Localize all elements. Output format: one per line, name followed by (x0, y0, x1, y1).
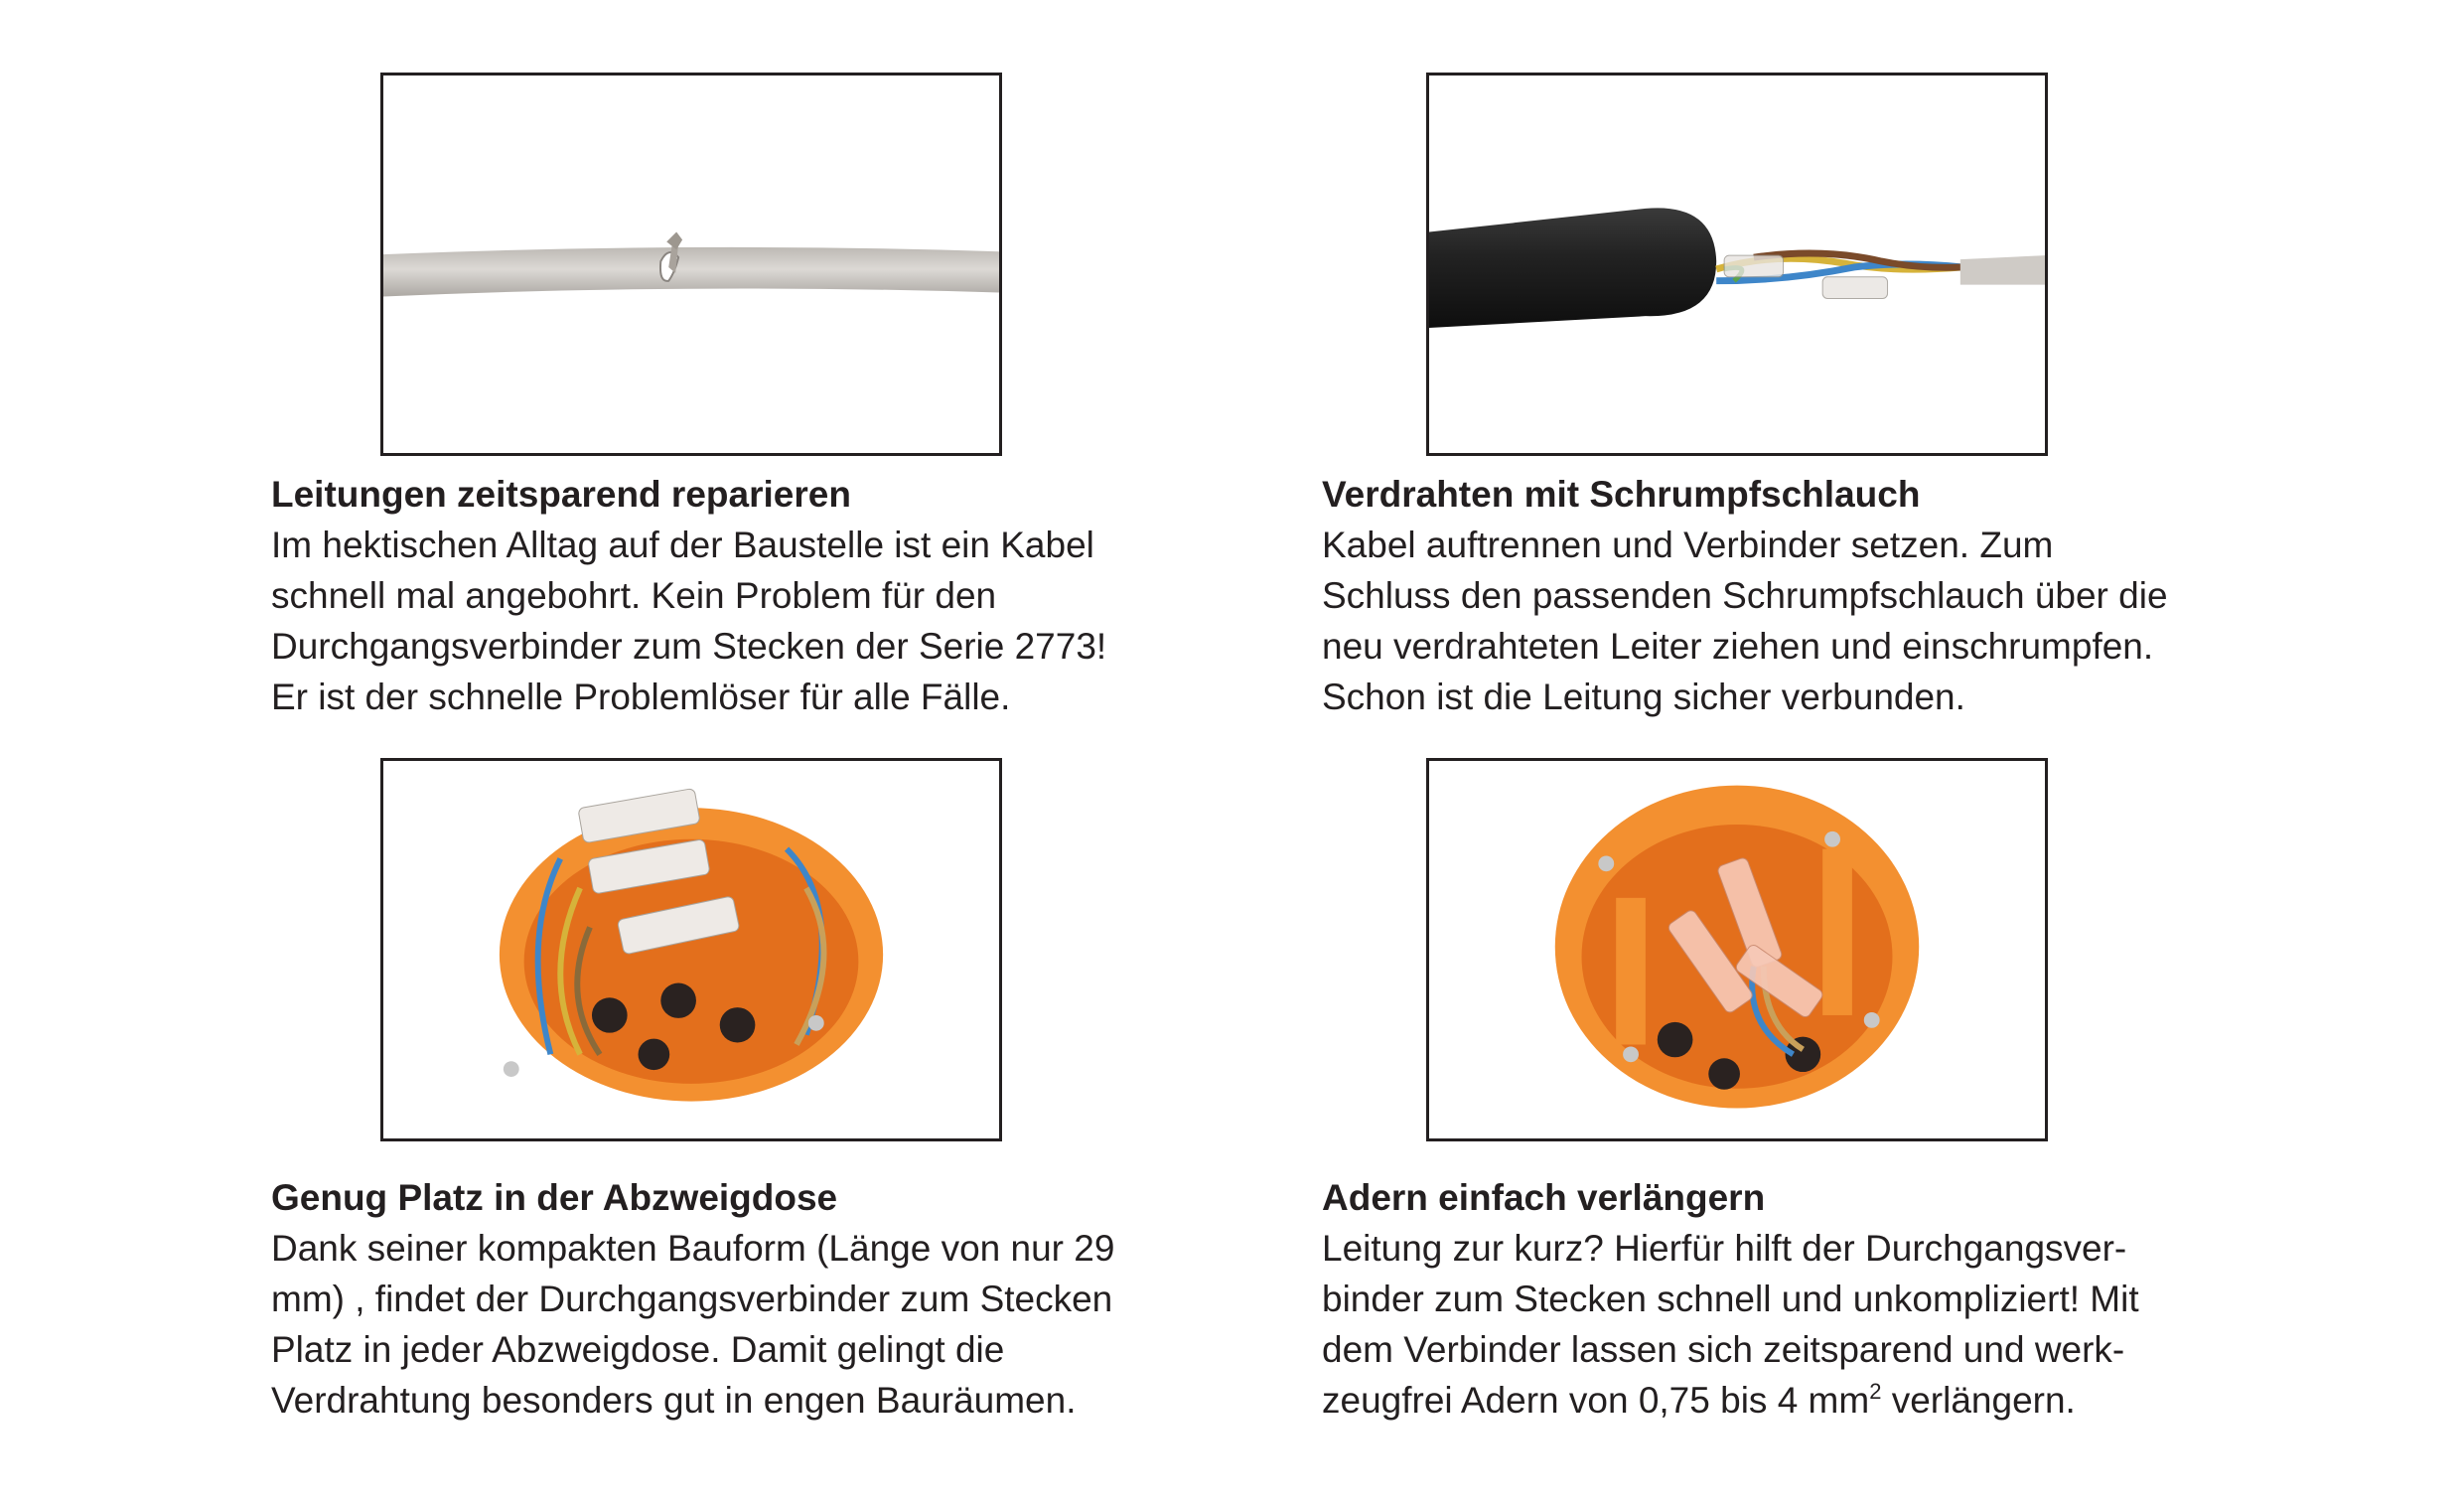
section-4-line-4-text: zeugfrei Adern von 0,75 bis 4 mm (1322, 1380, 1870, 1421)
section-2-line-2: Schluss den passenden Schrumpfschlauch über die (1322, 575, 2168, 616)
damaged-cable-photo (380, 73, 1002, 456)
junction-box-photo (380, 758, 1002, 1141)
extended-wires-photo (1426, 758, 2048, 1141)
section-4-line-1: Leitung zur kurz? Hierfür hilft der Durchgangsver- (1322, 1228, 2127, 1269)
section-1-line-4: Er ist der schnelle Problemlöser für alle Fälle. (271, 677, 1011, 717)
section-4-line-4-end: verlängern. (1881, 1380, 2076, 1421)
section-2-line-1: Kabel auftrennen und Verbinder setzen. Zum (1322, 525, 2054, 565)
section-4-title: Adern einfach verlängern (1322, 1177, 1766, 1218)
section-4-line-4 (1322, 1375, 2315, 1426)
section-2-line-4: Schon ist die Leitung sicher verbunden. (1322, 677, 1965, 717)
section-3-title: Genug Platz in der Abzweigdose (271, 1177, 838, 1218)
section-3-line-4: Verdrahtung besonders gut in engen Bauräumen. (271, 1380, 1077, 1421)
section-3-line-2: mm) , findet der Durchgangsverbinder zum Stecken (271, 1279, 1113, 1319)
section-1-title: Leitungen zeitsparend reparieren (271, 474, 851, 515)
section-1-line-3: Durchgangsverbinder zum Stecken der Serie 2773! (271, 626, 1107, 667)
section-4-line-3: dem Verbinder lassen sich zeitsparend und werk- (1322, 1329, 2125, 1370)
section-1-line-1: Im hektischen Alltag auf der Baustelle ist ein Kabel (271, 525, 1094, 565)
section-3-line-1: Dank seiner kompakten Bauform (Länge von nur 29 (271, 1228, 1115, 1269)
squared-superscript: 2 (1869, 1379, 1882, 1404)
section-2-title: Verdrahten mit Schrumpfschlauch (1322, 474, 1921, 515)
section-1-line-2: schnell mal angebohrt. Kein Problem für den (271, 575, 997, 616)
section-3-line-3: Platz in jeder Abzweigdose. Damit gelingt die (271, 1329, 1005, 1370)
section-2-line-3: neu verdrahteten Leiter ziehen und einschrumpfen. (1322, 626, 2154, 667)
section-4-line-2: binder zum Stecken schnell und unkompliziert! Mit (1322, 1279, 2139, 1319)
shrink-tube-photo (1426, 73, 2048, 456)
